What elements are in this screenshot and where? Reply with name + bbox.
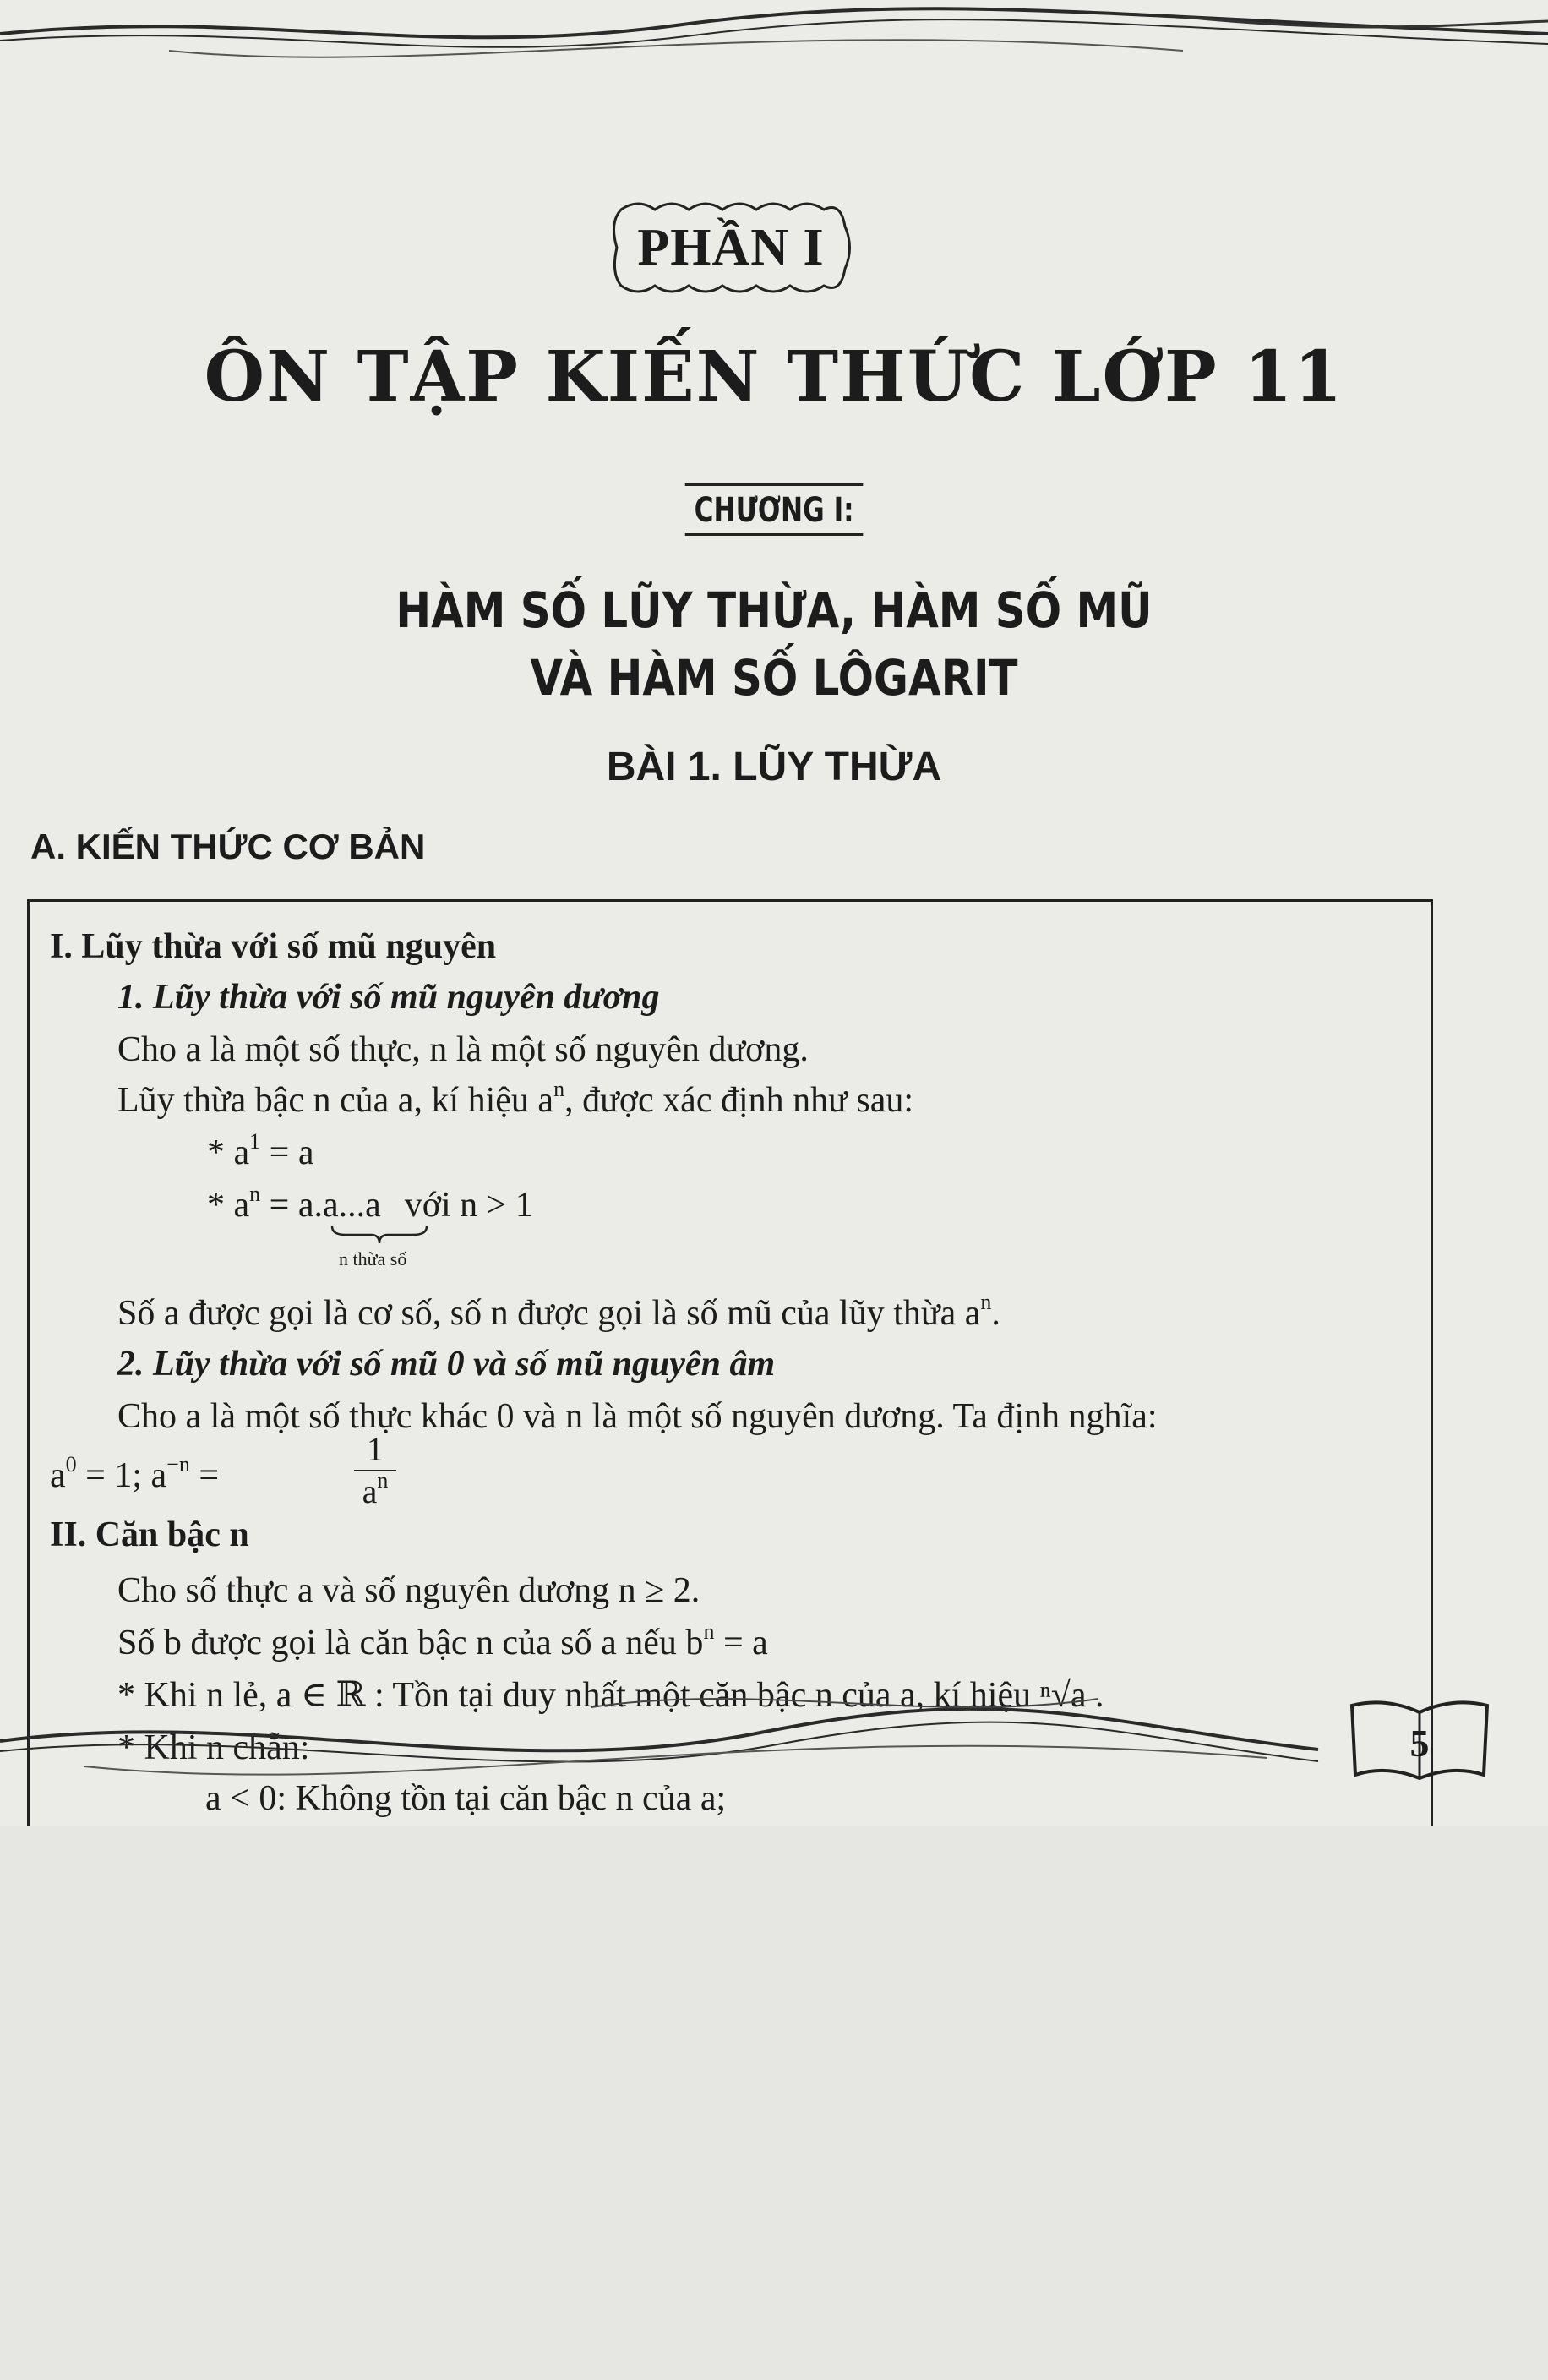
formula-negative-exponent: $a^0 = 1$; $a^{-n}$ =	[50, 1452, 220, 1495]
chapter-title-line-1: HÀM SỐ LŨY THỪA, HÀM SỐ MŨ	[395, 581, 1153, 639]
page-number: 5	[1409, 1721, 1430, 1765]
nth-root-a: ⁿ√a	[1039, 1676, 1087, 1715]
definition-1: * $a^1 = a$	[207, 1129, 314, 1172]
text-line: Số a được gọi là cơ số, số n được gọi là số mũ của lũy thừa $a^n$.	[117, 1290, 1000, 1333]
page-number-badge	[1344, 1694, 1496, 1788]
section-1-title: I. Lũy thừa với số mũ nguyên	[50, 927, 497, 966]
underbrace-icon	[329, 1225, 430, 1247]
main-title: ÔN TẬP KIẾN THỨC LỚP 11	[204, 336, 1344, 418]
text-line: * Khi n lẻ, a ∈ ℝ : Tồn tại duy nhất một căn bậc n của a, kí hiệu ⁿ√a .	[117, 1676, 1104, 1715]
part-badge	[604, 193, 858, 303]
definition-2: * $a^n = a.a...a$ với n > 1	[207, 1182, 533, 1225]
chapter-label-wrap	[0, 483, 1548, 536]
bottom-decoration	[0, 1673, 1548, 1826]
text-line: Số b được gọi là căn bậc n của số a nếu $b^n = a$	[117, 1619, 768, 1662]
case-line: a < 0: Không tồn tại căn bậc n của a;	[205, 1779, 727, 1818]
underbrace-label: n thừa số	[339, 1248, 407, 1269]
fraction: 1 $a^n$	[354, 1433, 396, 1509]
chapter-title-line-2: VÀ HÀM SỐ LÔGARIT	[530, 649, 1018, 707]
product-expression: a.a...a	[297, 1186, 381, 1225]
section-1-2-title: 2. Lũy thừa với số mũ 0 và số mũ nguyên âm	[117, 1345, 776, 1384]
text-line: Cho a là một số thực khác 0 và n là một số nguyên dương. Ta định nghĩa:	[117, 1397, 1158, 1436]
lesson-title: BÀI 1. LŨY THỪA	[606, 745, 942, 789]
chapter-label: CHƯƠNG I:	[685, 483, 864, 536]
text-line: * Khi n chẵn:	[117, 1728, 310, 1767]
text-line: Cho số thực a và số nguyên dương n ≥ 2.	[117, 1571, 700, 1610]
top-decoration	[0, 0, 1548, 93]
text-line: Cho a là một số thực, n là một số nguyên dương.	[117, 1030, 809, 1069]
section-1-1-title: 1. Lũy thừa với số mũ nguyên dương	[117, 978, 660, 1017]
part-label: PHẦN I	[637, 218, 825, 276]
section-2-title: II. Căn bậc n	[50, 1515, 249, 1554]
text-line: Lũy thừa bậc n của a, kí hiệu $a^n$, được xác định như sau:	[117, 1077, 914, 1120]
page-margin	[0, 1826, 1548, 2380]
section-title: A. KIẾN THỨC CƠ BẢN	[30, 827, 426, 866]
